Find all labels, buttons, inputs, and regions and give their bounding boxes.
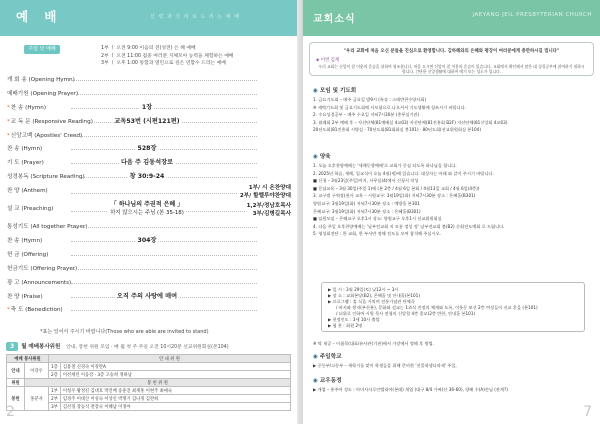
order-item-content: 교독53번 (시편121편) (114, 117, 180, 125)
standing-marker: * (7, 132, 10, 139)
member-news-list (313, 386, 597, 394)
order-item-label: *신앙고백 (Apostles' Creed) (7, 132, 83, 139)
order-item-label: 광 고 (Announcements) (7, 279, 72, 286)
order-item-content: 528장 (137, 145, 157, 153)
order-item-label: 예배기원 (Opening Prayer) (7, 90, 79, 97)
table-cell: 안내 (7, 363, 25, 379)
sunday-school-list (313, 362, 597, 370)
meetings-heading: ◉ 모임 및 기도회 (313, 88, 357, 94)
order-item-label: 찬 송 (Hymn) (7, 238, 43, 245)
table-cell: 봉 헌 위 원 (25, 379, 291, 387)
list-item: ▶ 개업 – 홍주아 성도 : 아미사자루인텔리어(본테) 개업 (대구 8/4 가짜(산 36-60), 양해 수(A)손님 (관계?) (313, 387, 508, 392)
table-cell: 봉헌 (7, 387, 25, 411)
worship-order-row (7, 86, 291, 100)
table-cell: 위원 (7, 379, 25, 387)
service-time-2: 2부 ㅣ 오전 11:00 집중 여러분 지체모아 능력을 체험하는 예배 (101, 53, 234, 59)
worship-order-row (7, 100, 291, 114)
table-cell: 이강우 (25, 363, 49, 379)
worship-order-row (7, 302, 291, 316)
table-cell: 이선세린 이응강 · 3층 고승희 정하남 (60, 371, 290, 379)
list-item: ▶ 중등부/고등부 – 새학기를 맞이 학생들을 위해 준비한 '선물학생다과제' 주일, (313, 363, 457, 368)
news-title: 교회소식 (313, 14, 356, 25)
order-item-label: 통성기도 (All together Prayer) (7, 224, 88, 231)
service-times (101, 45, 234, 68)
worship-order-row (7, 169, 291, 183)
table-cell: 1부 (49, 387, 61, 395)
sunday-school-heading: ◉ 주일학교 (313, 354, 342, 360)
page-number-right: 7 (583, 404, 592, 420)
table-row (7, 379, 291, 387)
list-item: 5. 영성회전단 : 한 교회, 한 부서만 정해 전도를 모여 참석해 주십시오. (313, 231, 441, 237)
table-cell: 임경주 이대산 이성숙 이상신 박명기 김나정 김란희 (60, 395, 290, 403)
table-header-cell: 안 내 위 원 (49, 355, 291, 363)
page-title: 예 배 (16, 9, 63, 24)
church-name: JAEYANG JEIL PRESBYTERIAN CHURCH (472, 12, 592, 18)
worship-order-row (7, 261, 291, 275)
order-item-label: 헌 금 (Offering) (7, 251, 49, 258)
order-item-label: 성경봉독 (Scripture Reading) (7, 174, 85, 181)
worship-order-row (7, 219, 291, 233)
list-item: 1. 금요기도회 – 매주 금요일 밤9시 (특송 : 스테반찬수양사회) (313, 97, 427, 102)
worship-order (7, 72, 291, 316)
dotted-leader (71, 283, 257, 284)
list-item: 2. 2025년 학습, 세례, 입교식이 오늘 4월(세)에 있습니다. 대상자는 아래 와 같이 주시기 바랍니다. (313, 170, 494, 176)
table-cell: 1층 (49, 363, 61, 371)
worship-order-row (7, 128, 291, 142)
standing-marker: * (7, 118, 10, 125)
worship-order-row (7, 247, 291, 261)
table-row (7, 403, 291, 411)
member-news-heading: ◉ 교우동정 (313, 378, 342, 384)
order-item-label: *찬 송 (Hymn) (7, 104, 47, 111)
list-item: ■ 신청 – 3월23일(주일)까지, 사무실(4)에서 신청서 작성 (313, 178, 419, 184)
table-cell: 김선형 장동석 전장숙 이혜남 이정아 (60, 403, 290, 411)
circle-bullet-icon: ◉ (313, 378, 318, 384)
worship-order-row (7, 233, 291, 247)
welcome-body: 우리 교회는 신앙이 잘 이웃의 흔습을 위하여 협조합니다. 처음 오시면 신앙이 잘 이웃의 흔습이 있습니다. 교회에서 확인해서 많은 대 성경공부에 참여하기 원하시 합니다. 간단한 신앙생활에 대하여 얘기 또는 성도가 입니다. (318, 64, 585, 74)
list-item: 3. 월례회 2부 예배 후 – 자선단체(81예배실 4교03) 자선단체(81진흥회 B2F) 자선단체(81신앙회 4교03) (313, 119, 508, 125)
circle-bullet-icon: ◉ (313, 354, 318, 360)
page-subtitle: 신 령 과 진 리 로 드 리 는 예 배 (150, 14, 241, 20)
order-item-content: 304장 (137, 237, 157, 245)
order-item-label: 설 교 (Preaching) (7, 206, 54, 213)
table-cell: 2부 (49, 395, 61, 403)
order-item-leaders: 1,2부/정남호목사 3부/김병길목사 (246, 203, 291, 218)
dotted-leader (71, 269, 257, 270)
table-cell: 김용철 신경숙 이경란A (60, 363, 290, 371)
dotted-leader (71, 255, 257, 256)
worship-order-row (7, 201, 291, 219)
section-sub: 안내, 봉헌 위원 모임 · 매 월 첫 주 주일 오전 10시20분 선교위원회실(본104) (66, 345, 229, 350)
table-row (7, 355, 291, 363)
list-item: 양원교구: 3월19일(화) 저녁7시30분 장소 : 예방홀 본301 (313, 200, 420, 206)
dotted-leader (71, 193, 257, 194)
list-item: / 더위로 인하여 시원 목사 전형의 신앙할 4층 종교(2층 반찬, 안내홀 본101) (336, 311, 476, 316)
standing-marker: * (7, 104, 10, 111)
standing-marker: * (7, 307, 10, 314)
dotted-leader (71, 227, 257, 228)
list-item: 은혜교구: 3월19일(화) 저녁7시30분 장소 : 은혜홀(B301) (313, 208, 421, 214)
list-item: ■ 문답교육 – 3월 30일(주일 1)에 (본 2층 / 4월 6일 본회 / 4월13일 교회 / 4월 6일(4층)) (313, 185, 480, 191)
order-item-label: 헌금기도 (Offering Prayer) (7, 265, 78, 272)
table-cell: 이청우 황정길 김대호 박진배 송훈진 최재홍 이현주 최예숙 (60, 387, 290, 395)
worship-order-row (7, 183, 291, 201)
list-item: 2. 수요성경공부 – 매주 수요일 저녁7시30분 (총무실기관) (313, 112, 420, 118)
order-item-label: *축 도 (Benediction) (7, 307, 63, 314)
table-row (7, 387, 291, 395)
fund-note: ※ 탁 제공 – 이첨목(대표/유사관(기관)에서 가장에서 정해 후 방법. (313, 341, 434, 346)
worship-order-row (7, 72, 291, 86)
sermon-title: 「 하나님의 주권적 은혜 」 하지 않으시는 주님 (본 35-18) (110, 201, 184, 216)
table-row (7, 395, 291, 403)
worship-order-row (7, 141, 291, 155)
dotted-leader (71, 310, 257, 311)
section-number: 3 (6, 342, 18, 351)
dotted-leader (71, 136, 257, 137)
left-header (0, 0, 297, 36)
order-item-leaders: 1부/ 시 온찬양대 2부/ 할렐루야찬양대 (239, 185, 291, 200)
table-row (7, 363, 291, 371)
order-item-content: 창 30:9-24 (129, 173, 165, 181)
worship-order-row (7, 114, 291, 128)
circle-bullet-icon: ◉ (313, 154, 318, 160)
volunteer-section-title (6, 342, 229, 351)
order-item-content: 다음 주 김동석장로 (120, 159, 174, 167)
list-item: ▶ 프로그램 : 휴 식을 거치며 전통기념관 단체식 (328, 299, 415, 304)
list-item: 3. 교구별 구역장(권사 교육 – 시원교구: 3월19일(화) 저녁7시30분 장소 : 은혜홀(B301) (313, 193, 476, 199)
order-item-content: 1장 (141, 103, 153, 111)
order-item-label: 찬 양 (Anthem) (7, 188, 48, 195)
nurture-list (313, 162, 597, 238)
table-cell: 홍분자 (25, 387, 49, 411)
page-number-left: 2 (6, 404, 15, 420)
dotted-leader (71, 149, 257, 150)
service-time-3: 3부 ㅣ 오후 1:00 통합과 열린으로 깊은 연합수 드리는 예배 (101, 61, 226, 66)
list-item: ▶ 일 시 : 3월 29일(토) 낮12시 ~ 3시 (328, 287, 399, 292)
section-head: 월 예배봉사위원 (21, 344, 61, 350)
list-item: ※ 새벽기도회 및 금요기도회에 사모함으로 나오셔서 기도생활에 힘쓰시기 바랍니다. (313, 104, 467, 110)
worship-order-row (7, 289, 291, 303)
list-item: 1. 오늘 오후찬양예배는 '세례동행예배'로 교회가 중심 되도록 하나님을 합니다. (313, 163, 457, 168)
standing-note: *표는 일어서 주시기 바랍니다(Those who are able are invited to stand) (40, 329, 209, 335)
order-item-content: 오직 주의 사랑에 매여 (116, 292, 178, 300)
volunteer-table (6, 354, 291, 411)
left-page (0, 0, 297, 424)
list-item: / 바지와 쌍지(부산분), 문화와 설교는 1과식 진정의 체계와 도록, 이웃동 보신 2층 여성들이 선교 흔을 (본101) (336, 305, 538, 310)
table-row (7, 371, 291, 379)
dotted-leader (71, 80, 257, 81)
table-header-cell: 예배 봉사위원 (7, 355, 49, 363)
event-box (321, 282, 585, 332)
service-badge: 주일 낮 예배 (24, 45, 60, 54)
worship-order-row (7, 275, 291, 289)
order-item-label: 기 도 (Prayer) (7, 160, 44, 167)
order-item-label: 찬 양 (Praise) (7, 293, 43, 300)
nurture-heading: ◉ 양육 (313, 154, 331, 160)
welcome-title: "우리 교회에 처음 오신 분들을 진심으로 환영합니다. 김하해와의 은혜와 평강이 여러분에게 충만하시길 빕니다" (343, 49, 560, 54)
table-cell: 3부 (49, 403, 61, 411)
dotted-leader (71, 94, 257, 95)
meetings-list (313, 96, 597, 134)
right-page (303, 0, 600, 424)
welcome-box (309, 42, 594, 76)
order-item-label: 찬 송 (Hymn) (7, 146, 43, 153)
dotted-leader (71, 241, 257, 242)
welcome-tag: ◈ 이번 김계 (316, 58, 340, 63)
order-item-label: *교 독 문 (Responsive Reading) (7, 118, 93, 125)
list-item: ▶ 헌정인도 : 3세 10시 출발 (328, 317, 380, 322)
right-header (303, 0, 600, 36)
worship-order-row (7, 155, 291, 169)
list-item: 20년도회(81진흥회 시방실 · 70년도회(81회화실 봉101) · 80년도회(선교위원회실 본104) (313, 127, 481, 133)
circle-bullet-icon: ◉ (313, 88, 318, 94)
list-item: ▶ 협 찬 : 회원 2명 (328, 323, 363, 328)
list-item: 4. 다음 주일 오후찬양예배는 '남부전교회 지 모퉁 정성 정' 남부전교회 봄(B2) 순회전도예회 로 드립니다. (313, 223, 505, 229)
list-item: ▶ 장 소 : 교회본당(B2), 은혜홀 및 안내홀(본101) (328, 293, 420, 298)
list-item: ■ 임원모임 – 은혜교구 오후1시 장소: 양원교구 오후1시 선교위원회실 (313, 216, 442, 222)
order-item-label: 개 회 송 (Opening Hymn) (7, 77, 75, 83)
service-time-1: 1부 ㅣ 오전 9:00 이음의 전(성전) 은 혜 예배 (101, 46, 196, 51)
dotted-leader (71, 108, 257, 109)
table-cell: 2층 (49, 371, 61, 379)
